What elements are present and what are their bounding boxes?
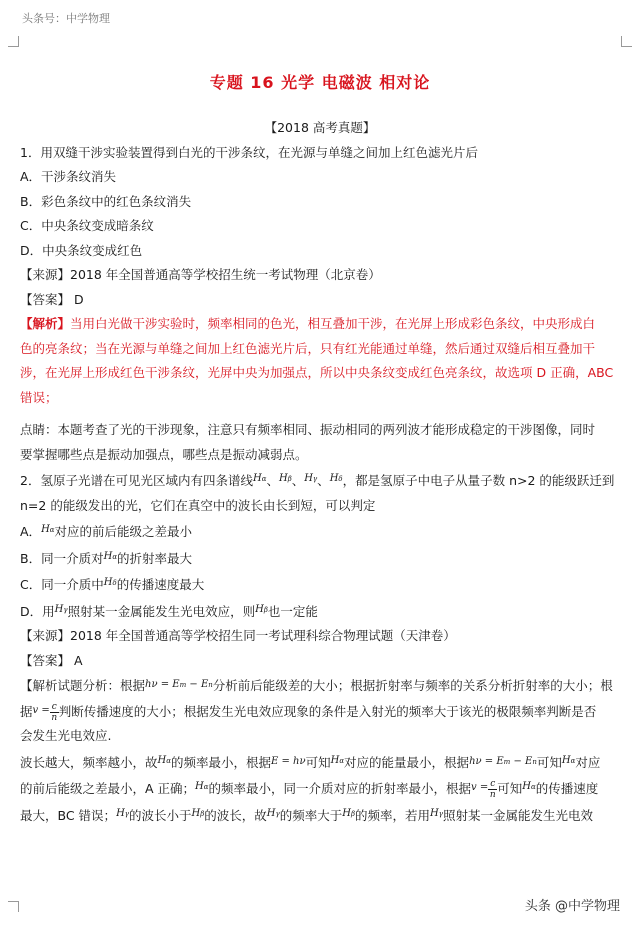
q2-stem-line-2: n=2 的能级发出的光，它们在真空中的波长由长到短，可以判定 (20, 497, 376, 513)
q2-analysis-line-2: 据$^{v =}$ $\frac{c}{n}$ 判断传播速度的大小；根据发生光电效应现象的条件是入射光的频率大于该光的极限频率判断是否 (20, 701, 597, 723)
speed-formula: v = (32, 704, 50, 716)
q2-analysis-line-3: 会发生光电效应. (20, 728, 112, 743)
q2-answer: 【答案】 A (20, 652, 83, 668)
q1-option-b: B．彩色条纹中的红色条纹消失 (20, 193, 192, 209)
document-body (20, 116, 620, 828)
section-heading: 【2018 高考真题】 (264, 120, 376, 135)
h-alpha-symbol: Hα (252, 473, 267, 484)
q2-option-c: C．同一介质中$^{H\delta}$的传播速度最大 (20, 577, 205, 592)
q2-stem-line-1: 2．氢原子光谱在可见光区域内有四条谱线$^{H\alpha}$、$^{H\beta}$、$^{H\gamma}$、$^{H\delta}$，都是氢原子中电子从量子数 n>2 的能级跃迁到 (20, 473, 615, 488)
q2-option-a: A．$^{H\alpha}$对应的前后能级之差最小 (20, 524, 193, 539)
q1-option-c: C．中央条纹变成暗条纹 (20, 218, 154, 233)
crop-mark-top-left (8, 36, 19, 47)
q1-answer: 【答案】 D (20, 291, 84, 307)
q2-option-b: B．同一介质对$^{H\alpha}$的折射率最大 (20, 550, 193, 566)
header-source: 头条号：中学物理 (22, 12, 110, 25)
h-gamma-symbol: Hγ (304, 473, 318, 484)
q1-analysis-line-2: 色的亮条纹；当在光源与单缝之间加上红色滤光片后，只有红光能通过单缝，然后通过双缝后相互叠加干 (20, 340, 596, 356)
q1-option-a: A．干涉条纹消失 (20, 169, 117, 184)
crop-mark-bottom-left (8, 901, 19, 912)
q2-source: 【来源】2018 年全国普通高等学校招生同一考试理科综合物理试题（天津卷） (20, 628, 456, 643)
q1-option-d: D．中央条纹变成红色 (20, 242, 143, 258)
analysis-label: 【解析】 (20, 316, 71, 331)
q1-comment-line-1: 点睛：本题考查了光的干涉现象，注意只有频率相同、振动相同的两列波才能形成稳定的干涉图像，同时 (20, 422, 596, 437)
q2-analysis-line-1: 【解析试题分析：根据$^{h\nu = Em - En}$分析前后能级差的大小；根据折射率与频率的关系分析折射率的大小；根 (20, 678, 613, 693)
watermark: 头条 @中学物理 (524, 899, 620, 914)
energy-level-formula: hν = Em − En (145, 679, 213, 690)
q1-comment-line-2: 要掌握哪些点是振动加强点，哪些点是振动减弱点。 (20, 446, 308, 462)
h-delta-symbol: Hδ (329, 473, 343, 484)
q1-analysis-line-1: 【解析】当用白光做干涉实验时，频率相同的色光，相互叠加干涉，在光屏上形成彩色条纹，中央形成白 (20, 316, 596, 331)
h-beta-symbol: Hβ (278, 473, 292, 484)
q1-analysis-line-4: 错误； (20, 389, 58, 405)
q2-analysis-line-6: 最大，BC 错误；$^{H\gamma}$的波长小于$^{H\beta}$的波长，故$^{H\gamma}$的频率大于$^{H\beta}$的频率，若用$^{H\gamma}$照射某一金属能发生光电效 (20, 807, 593, 823)
q2-analysis-line-5: 的前后能级之差最小，A 正确；$^{H\alpha}$的频率最小，同一介质对应的折射率最小，根据$^{v =}$ $\frac{c}{n}$ 可知$^{H\alpha}$的传播速度 (20, 779, 599, 800)
crop-mark-top-right (621, 36, 632, 47)
q2-analysis-line-4: 波长越大，频率越小，故$^{H\alpha}$的频率最小，根据$^{E = h\nu}$可知$^{H\alpha}$对应的能量最小，根据$^{h\nu = Em - En}$可知$^{H\alpha}$对应 (20, 754, 601, 770)
q1-analysis-line-3: 涉，在光屏上形成红色干涉条纹，光屏中央为加强点，所以中央条纹变成红色亮条纹，故选项 D 正确，ABC (20, 365, 614, 380)
q1-stem: 1．用双缝干涉实验装置得到白光的干涉条纹，在光源与单缝之间加上红色滤光片后 (20, 144, 478, 160)
q2-option-d: D．用$^{H\gamma}$照射某一金属能发生光电效应，则$^{H\beta}$也一定能 (20, 603, 318, 619)
q1-source: 【来源】2018 年全国普通高等学校招生统一考试物理（北京卷） (20, 267, 381, 282)
page-title: 专题 16 光学 电磁波 相对论 (209, 73, 431, 92)
